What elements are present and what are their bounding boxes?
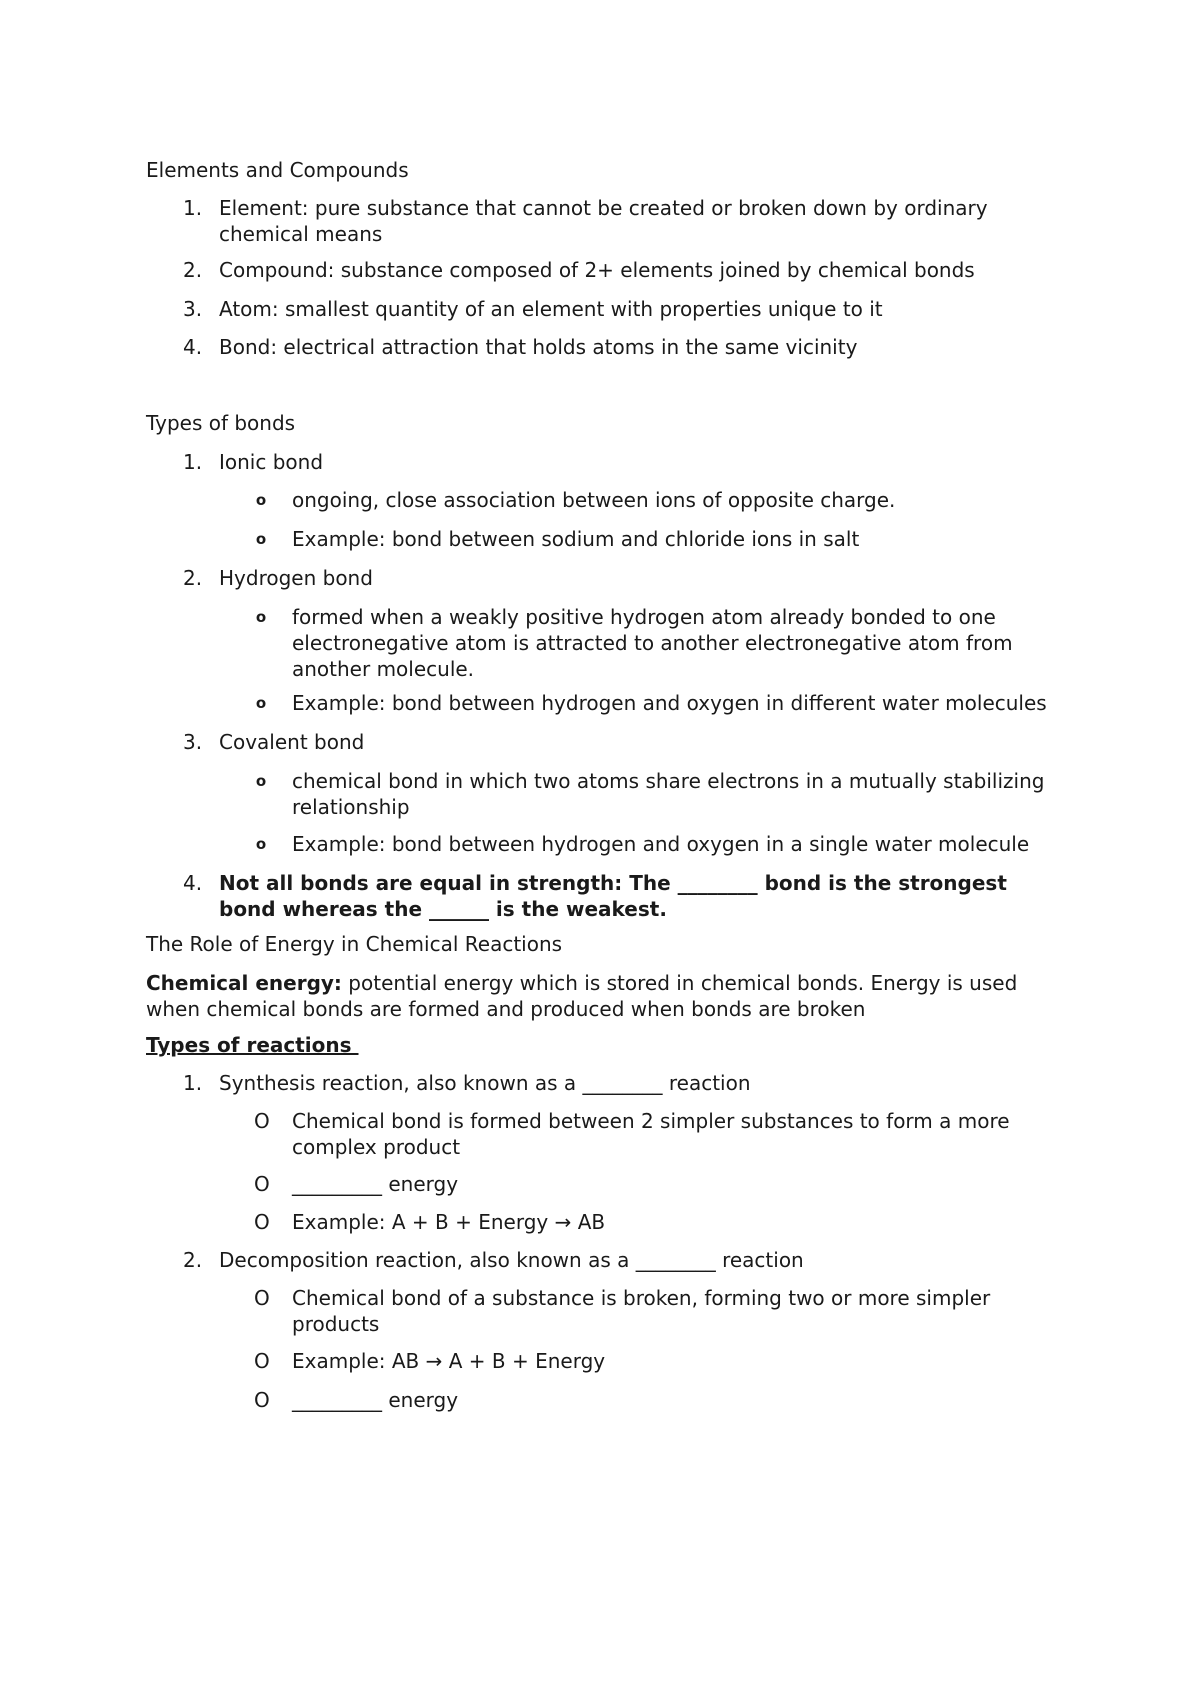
list-item: Element: pure substance that cannot be created or broken down by ordinary chemical means [219, 196, 988, 246]
subheading-types-of-reactions: Types of reactions [146, 1033, 359, 1057]
bullet-icon: o [255, 530, 267, 548]
list-item: Covalent bond [219, 730, 365, 754]
list-number: 2. [183, 566, 203, 590]
list-item: Atom: smallest quantity of an element with properties unique to it [219, 297, 883, 321]
list-item: Decomposition reaction, also known as a ________ reaction [219, 1248, 804, 1272]
definition-term: Chemical energy: [146, 971, 342, 995]
definition-paragraph [146, 970, 1066, 1022]
section-heading-types-of-bonds: Types of bonds [146, 411, 296, 435]
list-number: 3. [183, 297, 203, 321]
bullet-icon: O [254, 1349, 270, 1373]
bullet-icon: O [254, 1286, 270, 1310]
bullet-icon: o [255, 772, 267, 790]
list-number: 3. [183, 730, 203, 754]
bullet-icon: O [254, 1172, 270, 1196]
bullet-icon: O [254, 1388, 270, 1412]
bullet-icon: O [254, 1109, 270, 1133]
definition-text: potential energy which is stored in chemical bonds. Energy is used when chemical bonds are formed and produced when bonds are broken [146, 971, 1018, 1021]
sub-list-item: Example: bond between sodium and chloride ions in salt [292, 527, 860, 551]
list-number: 1. [183, 196, 203, 220]
sub-list-item: Example: AB → A + B + Energy [292, 1349, 606, 1373]
sub-list-item: _________ energy [292, 1388, 459, 1412]
sub-list-item: Example: bond between hydrogen and oxygen in a single water molecule [292, 832, 1030, 856]
section-heading-role-of-energy: The Role of Energy in Chemical Reactions [146, 932, 563, 956]
list-item: Compound: substance composed of 2+ elements joined by chemical bonds [219, 258, 975, 282]
sub-list-item: ongoing, close association between ions of opposite charge. [292, 488, 896, 512]
list-number: 1. [183, 450, 203, 474]
list-item: Hydrogen bond [219, 566, 373, 590]
section-heading-elements-compounds: Elements and Compounds [146, 158, 409, 182]
list-number: 2. [183, 1248, 203, 1272]
list-number: 4. [183, 871, 203, 895]
sub-list-item: Example: bond between hydrogen and oxygen in different water molecules [292, 691, 1047, 715]
bullet-icon: o [255, 608, 267, 626]
list-number: 1. [183, 1071, 203, 1095]
list-item-emphasis: Not all bonds are equal in strength: The ________ bond is the strongest bond whereas the ______ is the weakest. [219, 871, 1007, 921]
sub-list-item: Chemical bond is formed between 2 simpler substances to form a more complex product [292, 1109, 1010, 1159]
sub-list-item: Example: A + B + Energy → AB [292, 1210, 606, 1234]
sub-list-item: _________ energy [292, 1172, 459, 1196]
sub-list-item: formed when a weakly positive hydrogen atom already bonded to one electronegative atom is attracted to another electronegative atom from another molecule. [292, 605, 1013, 681]
list-item: Bond: electrical attraction that holds atoms in the same vicinity [219, 335, 858, 359]
list-number: 4. [183, 335, 203, 359]
list-item: Ionic bond [219, 450, 324, 474]
bullet-icon: o [255, 694, 267, 712]
bullet-icon: o [255, 491, 267, 509]
sub-list-item: chemical bond in which two atoms share electrons in a mutually stabilizing relationship [292, 769, 1045, 819]
list-item: Synthesis reaction, also known as a ________ reaction [219, 1071, 751, 1095]
list-number: 2. [183, 258, 203, 282]
sub-list-item: Chemical bond of a substance is broken, forming two or more simpler products [292, 1286, 991, 1336]
bullet-icon: o [255, 835, 267, 853]
bullet-icon: O [254, 1210, 270, 1234]
